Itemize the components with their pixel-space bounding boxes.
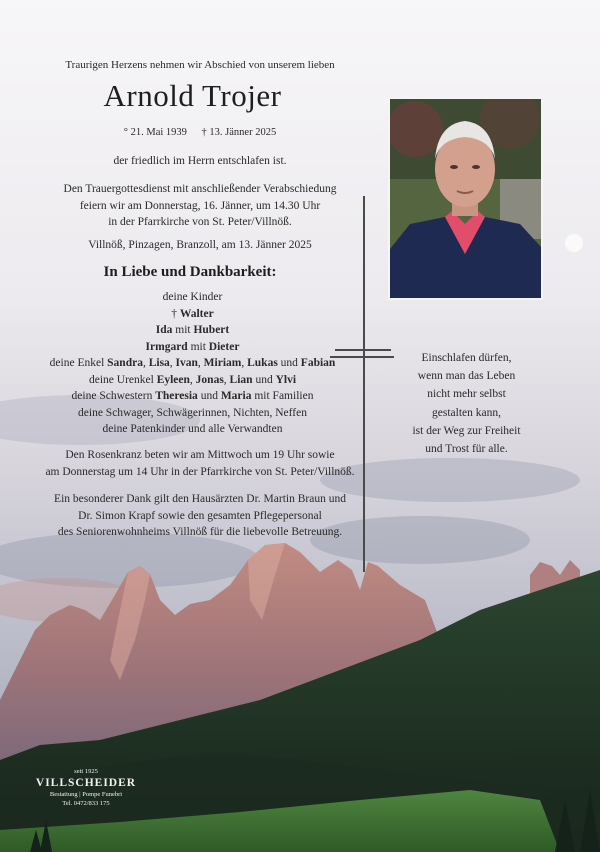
family-line-text: und (252, 373, 276, 386)
service-line: in der Pfarrkirche von St. Peter/Villnöß. (108, 216, 292, 228)
family-line (0, 372, 385, 389)
poem-line: und Trost für alle. (425, 443, 508, 456)
cross-bar-upper (335, 349, 391, 351)
deceased-name: Arnold Trojer (103, 78, 282, 113)
rosary-line: am Donnerstag um 14 Uhr in der Pfarrkirche von St. Peter/Villnöß. (45, 465, 355, 478)
service-line: feiern wir am Donnerstag, 16. Jänner, um 14.30 Uhr (79, 199, 321, 212)
family-member-name: Sandra (107, 357, 143, 369)
family-member-name: Lian (229, 373, 253, 386)
family-member-name: Theresia (155, 390, 198, 402)
family-member-name: Irmgard (145, 340, 188, 353)
family-line-text: mit (187, 340, 209, 353)
thanks-title: In Liebe und Dankbarkeit: (103, 264, 277, 280)
funeral-home-logo (30, 768, 142, 808)
family-line-prefix: deine Schwager, Schwägerinnen, Nichten, Neffen (78, 406, 307, 419)
family-line-text: , (169, 357, 176, 369)
family-line (0, 355, 385, 372)
service-line: Den Trauergottesdienst mit anschließender Verabschiedung (63, 183, 337, 195)
cross-bar-lower (330, 356, 394, 358)
family-line-prefix: deine Enkel (49, 357, 108, 369)
poem-line: nicht mehr selbst (427, 388, 506, 401)
family-line-text: , (189, 373, 196, 386)
family-line-text: mit (172, 324, 194, 336)
life-dates (0, 125, 400, 142)
special-line: des Seniorenwohnheims Villnöß für die liebevolle Betreuung. (57, 526, 343, 538)
service-info (0, 181, 400, 231)
birth-date: ° 21. Mai 1939 (123, 127, 187, 138)
family-line-prefix: † (171, 307, 180, 320)
family-line-prefix: deine Patenkinder und alle Verwandten (102, 423, 283, 435)
family-member-name: Ivan (175, 357, 198, 369)
family-line (0, 421, 385, 438)
family-member-name: Hubert (193, 324, 230, 336)
family-line (0, 322, 385, 339)
logo-since: seit 1925 (74, 768, 98, 775)
poem-line: wenn man das Leben (417, 370, 516, 383)
poem (398, 349, 535, 458)
family-member-name: Lisa (148, 357, 170, 369)
family-line-text: , (142, 357, 149, 369)
poem-line: ist der Weg zur Freiheit (412, 424, 521, 437)
family-member-name: Ida (155, 324, 173, 336)
special-line: Ein besonderer Dank gilt den Hausärzten Dr. Martin Braun und (54, 493, 346, 505)
passed-text: der friedlich im Herrn entschlafen ist. (113, 155, 287, 167)
logo-subtitle: Bestattung | Pompe Funebri (49, 791, 123, 798)
family-line-text: und (197, 390, 221, 402)
family-line-text: und (277, 357, 301, 369)
family-member-name: Dieter (208, 340, 240, 353)
place-date: Villnöß, Pinzagen, Branzoll, am 13. Jänner 2025 (88, 239, 312, 251)
family-member-name: Eyleen (156, 373, 190, 386)
special-thanks (0, 491, 400, 541)
family-line-prefix: deine Kinder (162, 291, 223, 303)
family-line (0, 388, 385, 405)
family-line (0, 289, 385, 306)
rosary-line: Den Rosenkranz beten wir am Mittwoch um 19 Uhr sowie (65, 449, 335, 461)
family-list (0, 289, 385, 438)
cross-vertical-line (363, 196, 365, 572)
logo-name: VILLSCHEIDER (35, 777, 137, 789)
family-line-text: , (223, 373, 230, 386)
death-date: † 13. Jänner 2025 (201, 127, 277, 138)
poem-line: Einschlafen dürfen, (421, 352, 512, 364)
logo-phone: Tel. 0472/833 175 (62, 800, 110, 807)
family-member-name: Fabian (300, 357, 336, 369)
family-line-text: , (241, 357, 248, 369)
family-line (0, 405, 385, 422)
family-member-name: Walter (179, 307, 214, 320)
family-line-text: , (197, 357, 204, 369)
family-member-name: Ylvi (275, 373, 297, 386)
family-member-name: Lukas (247, 357, 278, 369)
family-member-name: Miriam (203, 357, 242, 369)
intro-text: Traurigen Herzens nehmen wir Abschied von unserem lieben (65, 59, 335, 71)
poem-line: gestalten kann, (432, 406, 501, 419)
family-line (0, 306, 385, 323)
family-member-name: Jonas (195, 373, 224, 386)
portrait-photo (388, 97, 543, 300)
special-line: Dr. Simon Krapf sowie den gesamten Pflegepersonal (78, 509, 322, 522)
family-member-name: Maria (220, 390, 252, 402)
family-line (0, 339, 385, 356)
family-line-prefix: deine Schwestern (71, 390, 156, 402)
rosary-info (0, 447, 400, 480)
family-line-text: mit Familien (251, 390, 314, 402)
family-line-prefix: deine Urenkel (88, 373, 157, 386)
